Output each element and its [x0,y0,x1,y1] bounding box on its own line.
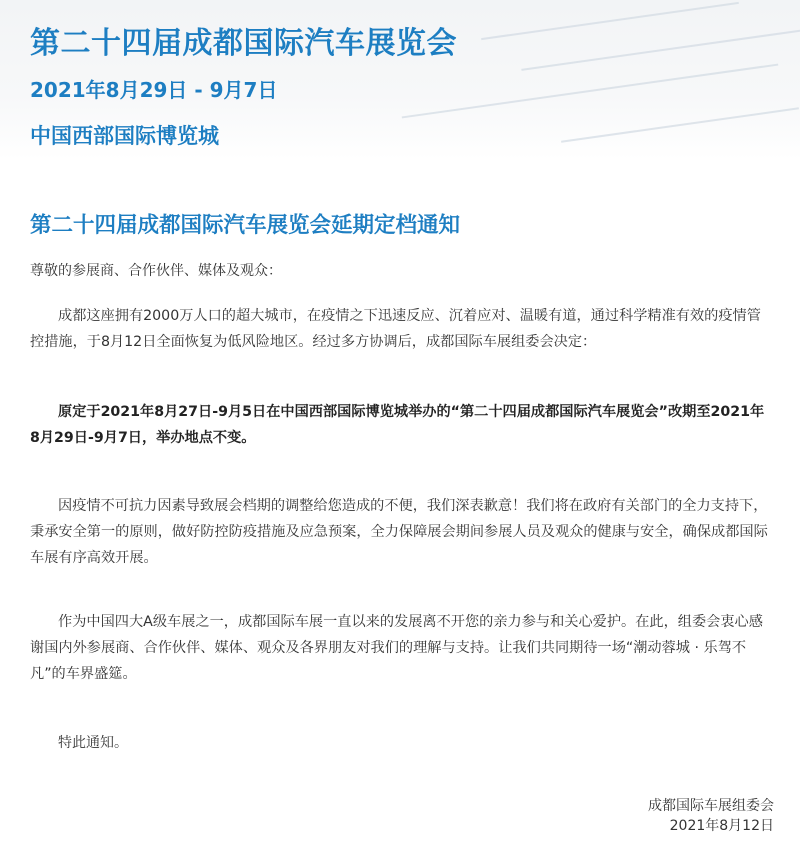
event-venue: 中国西部国际博览城 [30,124,219,148]
background-streak [402,64,779,119]
notice-title: 第二十四届成都国际汽车展览会延期定档通知 [30,213,461,238]
event-header [0,0,800,160]
event-title: 第二十四届成都国际汽车展览会 [30,26,457,61]
background-streak [561,107,799,142]
paragraph-thanks: 作为中国四大A级车展之一，成都国际车展一直以来的发展离不开您的亲力参与和关心爱护。在此，组委会衷心感谢国内外参展商、合作伙伴、媒体、观众及各界朋友对我们的理解与支持。让我们共同期待一场“潮动蓉城 · 乐驾不凡”的车界盛筵。 [30,614,763,682]
paragraph-apology: 因疫情不可抗力因素导致展会档期的调整给您造成的不便，我们深表歉意！我们将在政府有关部门的全力支持下，秉承安全第一的原则，做好防控防疫措施及应急预案，全力保障展会期间参展人员及观众的健康与安全，确保成都国际车展有序高效开展。 [30,498,768,566]
paragraph-decision: 原定于2021年8月27日-9月5日在中国西部国际博览城举办的“第二十四届成都国际汽车展览会”改期至2021年8月29日-9月7日，举办地点不变。 [30,404,765,446]
salutation: 尊敬的参展商、合作伙伴、媒体及观众： [30,263,282,279]
background-streak [481,2,739,40]
signature-block [648,796,774,836]
event-dates: 2021年8月29日 - 9月7日 [30,78,278,102]
background-streak [521,27,800,71]
closing-line: 特此通知。 [58,735,128,751]
paragraph-situation: 成都这座拥有2000万人口的超大城市，在疫情之下迅速反应、沉着应对、温暖有道，通过科学精准有效的疫情管控措施，于8月12日全面恢复为低风险地区。经过多方协调后，成都国际车展组委会决定： [30,308,761,350]
signature-organization: 成都国际车展组委会 [648,798,774,814]
signature-date: 2021年8月12日 [669,818,774,834]
